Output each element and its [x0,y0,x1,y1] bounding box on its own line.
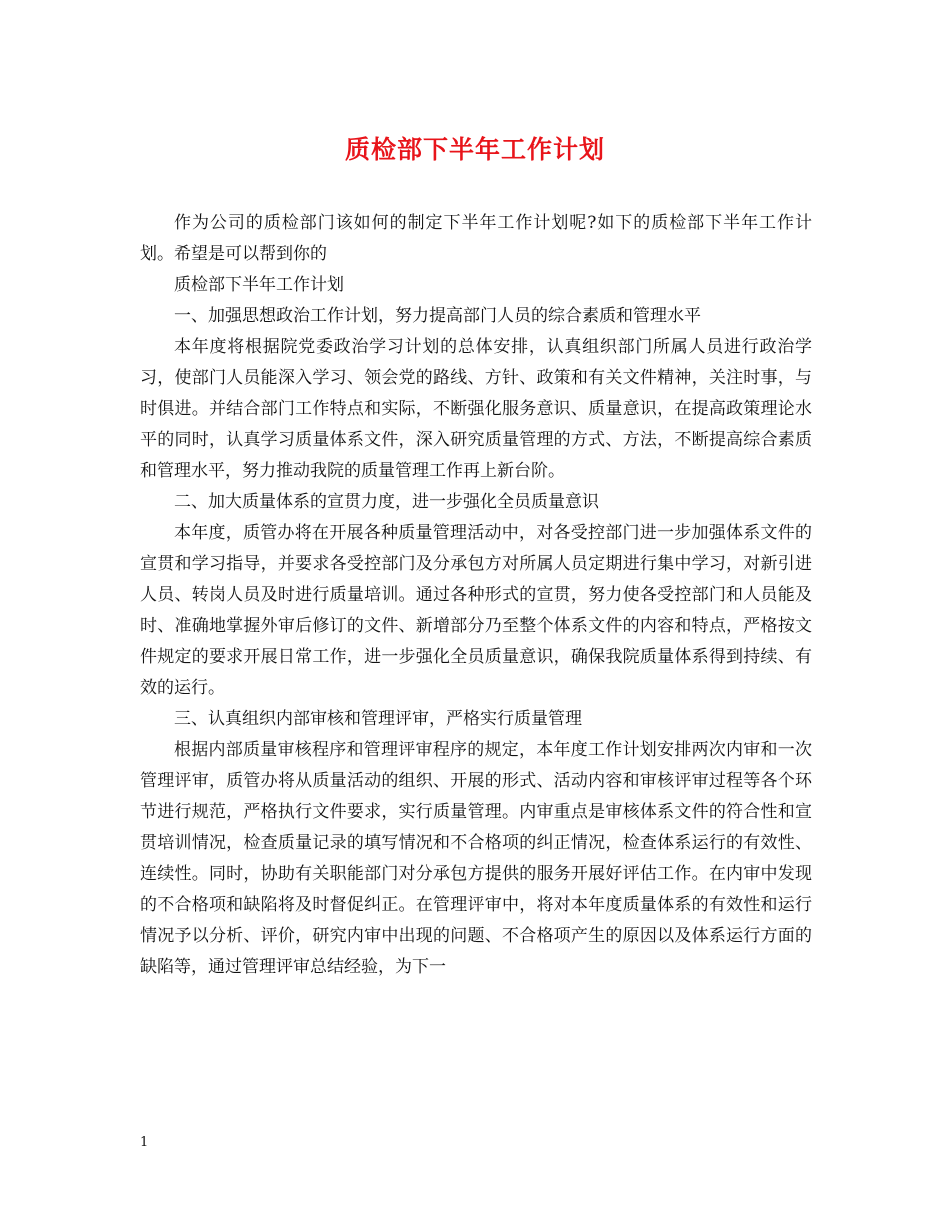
intro-paragraph: 作为公司的质检部门该如何的制定下半年工作计划呢?如下的质检部下半年工作计划。希望是可以帮到你的 [140,213,812,264]
section-heading-3: 三、认真组织内部审核和管理评审，严格实行质量管理 [174,709,582,729]
section-body-3: 根据内部质量审核程序和管理评审程序的规定，本年度工作计划安排两次内审和一次管理评审，质管办将从质量活动的组织、开展的形式、活动内容和审核评审过程等各个环节进行规范，严格执行文件要求，实行质量管理。内审重点是审核体系文件的符合性和宣贯培训情况，检查质量记录的填写情况和不合格项的纠正情况，检查体系运行的有效性、连续性。同时，协助有关职能部门对分承包方提供的服务开展好评估工作。在内审中发现的不合格项和缺陷将及时督促纠正。在管理评审中，将对本年度质量体系的有效性和运行情况予以分析、评价，研究内审中出现的问题、不合格项产生的原因以及体系运行方面的缺陷等，通过管理评审总结经验，为下一 [140,740,812,977]
plan-heading: 质检部下半年工作计划 [174,275,344,295]
section-body-1: 本年度将根据院党委政治学习计划的总体安排，认真组织部门所属人员进行政治学习，使部门人员能深入学习、领会党的路线、方针、政策和有关文件精神，关注时事，与时俱进。并结合部门工作特点和实际，不断强化服务意识、质量意识，在提高政策理论水平的同时，认真学习质量体系文件，深入研究质量管理的方式、方法，不断提高综合素质和管理水平，努力推动我院的质量管理工作再上新台阶。 [140,337,812,481]
section-heading-1: 一、加强思想政治工作计划，努力提高部门人员的综合素质和管理水平 [174,306,701,326]
page-number: 1 [140,1135,149,1150]
section-heading-2: 二、加大质量体系的宣贯力度，进一步强化全员质量意识 [174,492,599,512]
document-title: 质检部下半年工作计划 [344,135,605,164]
section-body-2: 本年度，质管办将在开展各种质量管理活动中，对各受控部门进一步加强体系文件的宣贯和学习指导，并要求各受控部门及分承包方对所属人员定期进行集中学习，对新引进人员、转岗人员及时进行质量培训。通过各种形式的宣贯，努力使各受控部门和人员能及时、准确地掌握外审后修订的文件、新增部分乃至整个体系文件的内容和特点，严格按文件规定的要求开展日常工作，进一步强化全员质量意识，确保我院质量体系得到持续、有效的运行。 [140,523,812,698]
document-body [140,208,812,983]
